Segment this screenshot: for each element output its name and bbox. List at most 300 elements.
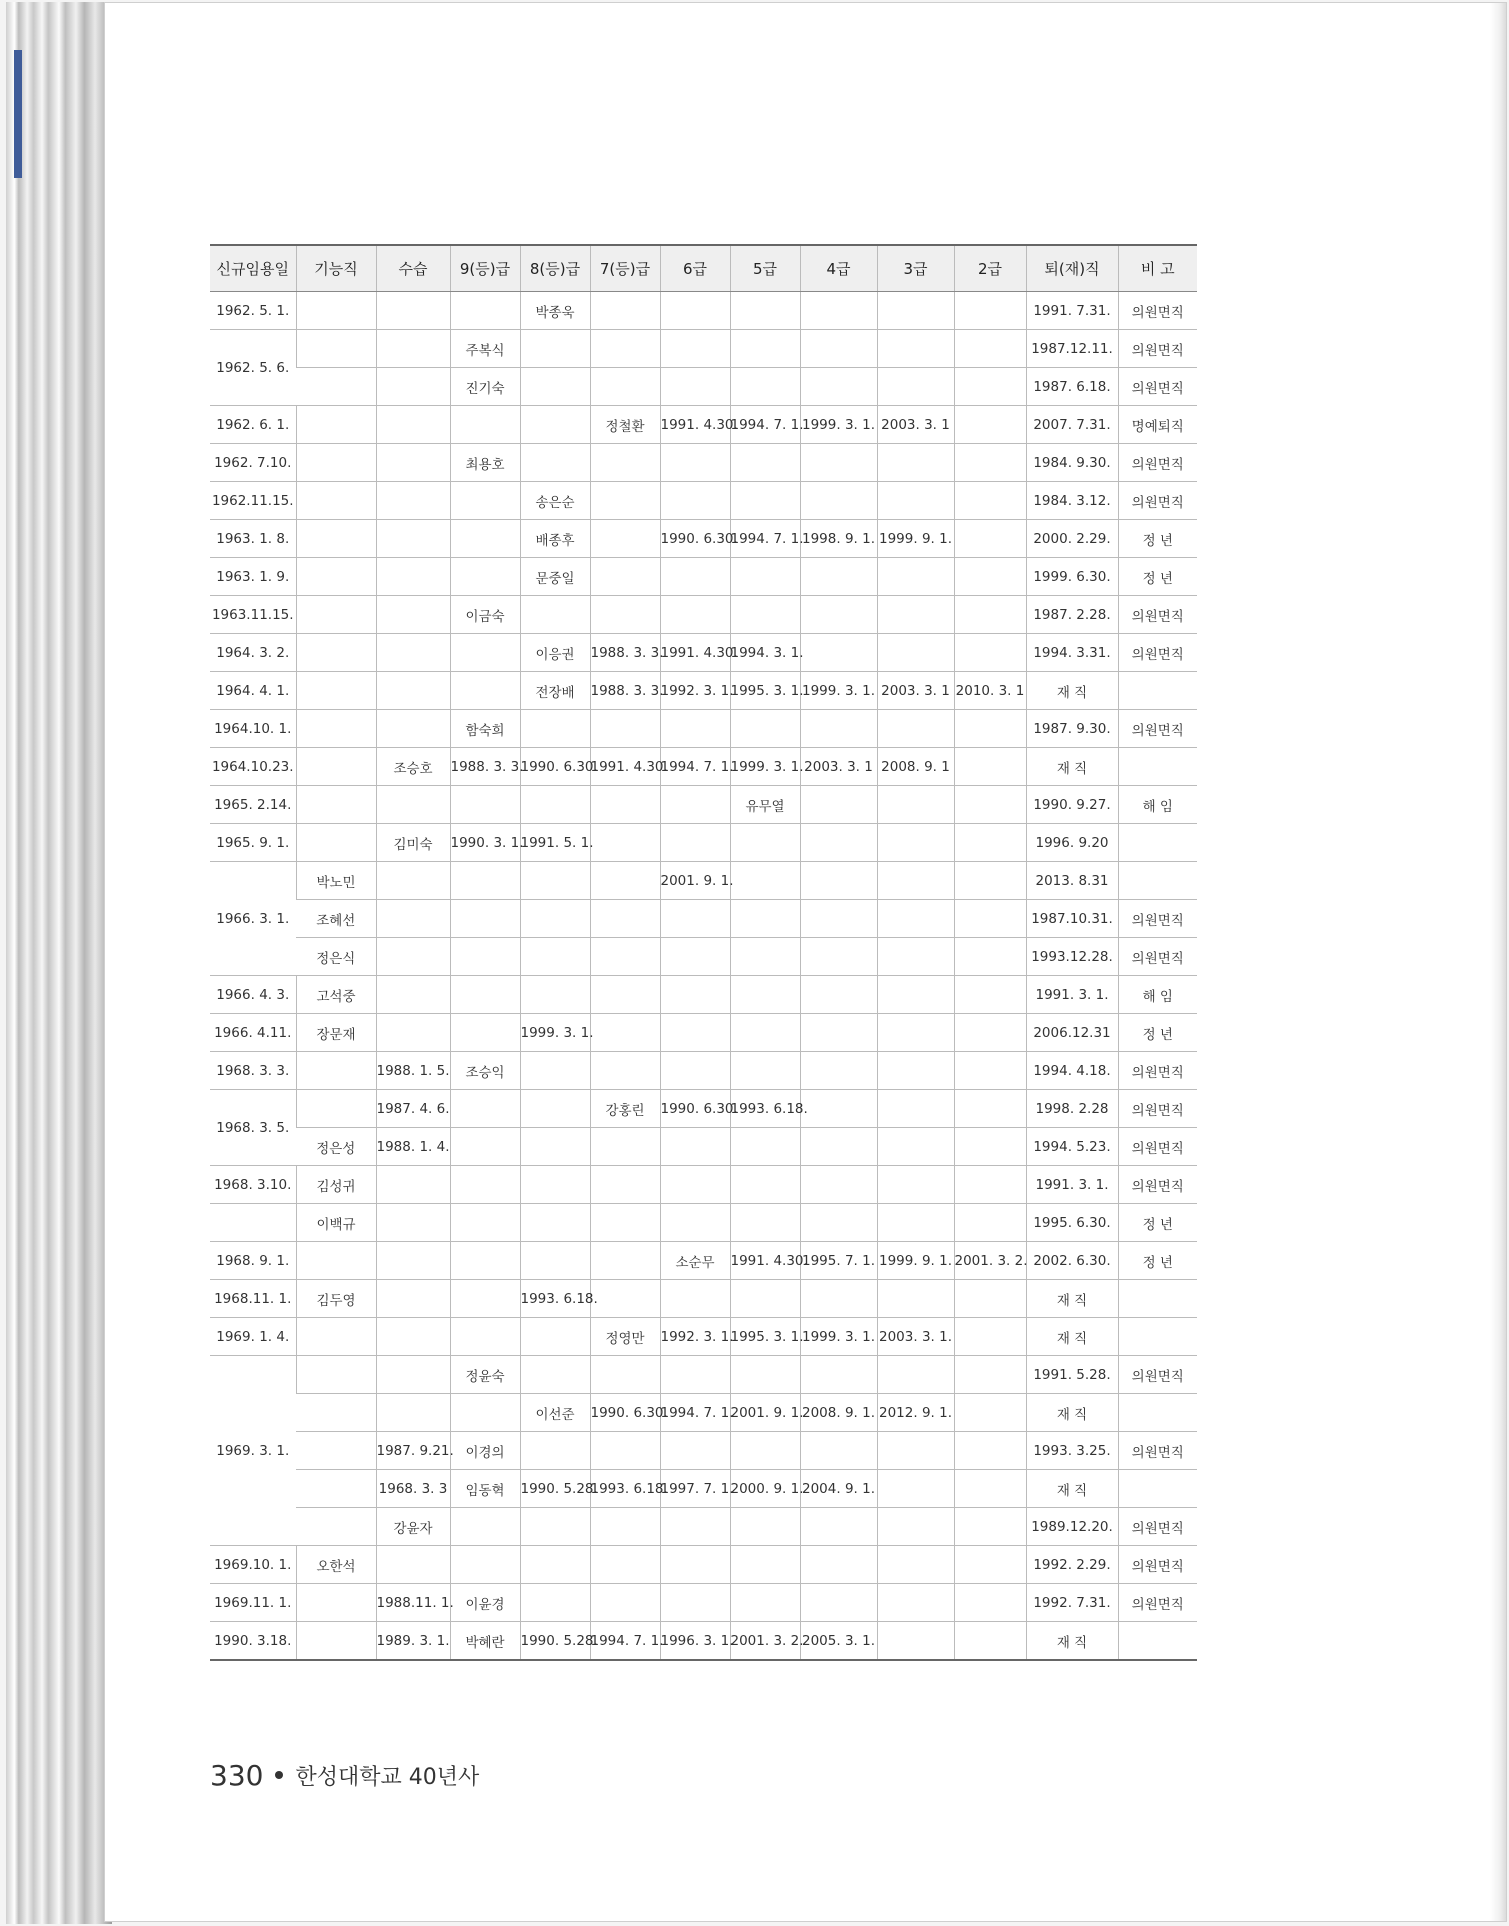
table-cell: 조승호 <box>376 748 450 786</box>
table-cell <box>296 634 376 672</box>
column-header: 퇴(재)직 <box>1026 245 1118 292</box>
table-row <box>210 520 1197 558</box>
table-cell: 1993. 6.18. <box>520 1280 590 1318</box>
appointment-date-cell: 1964. 3. 2. <box>210 634 296 672</box>
table-cell: 김두영 <box>296 1280 376 1318</box>
table-cell <box>590 1280 660 1318</box>
table-cell: 의원면직 <box>1118 1128 1197 1166</box>
table-cell: 1999. 9. 1. <box>877 1242 954 1280</box>
table-cell <box>520 444 590 482</box>
table-cell <box>730 824 800 862</box>
table-cell <box>520 1508 590 1546</box>
table-cell <box>376 1280 450 1318</box>
table-cell <box>660 976 730 1014</box>
table-cell <box>877 634 954 672</box>
table-cell: 1990. 9.27. <box>1026 786 1118 824</box>
table-cell: 재 직 <box>1026 672 1118 710</box>
table-cell <box>376 672 450 710</box>
table-cell <box>296 558 376 596</box>
table-cell: 1988.11. 1. <box>376 1584 450 1622</box>
table-cell: 1994. 3. 1. <box>730 634 800 672</box>
table-row <box>210 786 1197 824</box>
table-cell: 1999. 3. 1. <box>800 672 877 710</box>
table-cell: 2010. 3. 1 <box>954 672 1026 710</box>
table-cell <box>1118 672 1197 710</box>
table-cell <box>954 710 1026 748</box>
table-cell: 소순무 <box>660 1242 730 1280</box>
table-cell <box>877 368 954 406</box>
table-cell <box>800 1356 877 1394</box>
table-cell: 2001. 3. 2. <box>730 1622 800 1661</box>
table-cell <box>730 1546 800 1584</box>
table-cell: 임동혁 <box>450 1470 520 1508</box>
table-cell <box>800 1546 877 1584</box>
table-cell <box>730 444 800 482</box>
table-cell: 박혜란 <box>450 1622 520 1661</box>
table-cell <box>590 1584 660 1622</box>
table-cell <box>877 330 954 368</box>
table-cell: 재 직 <box>1026 1470 1118 1508</box>
table-cell: 2001. 9. 1. <box>730 1394 800 1432</box>
table-cell <box>296 444 376 482</box>
table-cell <box>730 596 800 634</box>
appointment-date-cell: 1963. 1. 9. <box>210 558 296 596</box>
table-cell: 2003. 3. 1 <box>800 748 877 786</box>
table-cell <box>877 1584 954 1622</box>
table-cell <box>450 406 520 444</box>
table-cell: 이경의 <box>450 1432 520 1470</box>
table-cell <box>590 520 660 558</box>
table-cell: 2012. 9. 1. <box>877 1394 954 1432</box>
table-cell: 1990. 6.30. <box>660 520 730 558</box>
table-row <box>210 900 1197 938</box>
table-row <box>210 1204 1197 1242</box>
table-cell <box>296 368 376 406</box>
column-header: 3급 <box>877 245 954 292</box>
appointment-date-cell: 1966. 4.11. <box>210 1014 296 1052</box>
table-cell <box>954 1622 1026 1661</box>
table-cell <box>800 292 877 330</box>
table-cell: 의원면직 <box>1118 900 1197 938</box>
table-cell <box>296 1470 376 1508</box>
table-cell <box>877 1546 954 1584</box>
table-cell: 정 년 <box>1118 1014 1197 1052</box>
table-cell <box>296 1318 376 1356</box>
appointment-date-cell: 1969. 3. 1. <box>210 1356 296 1546</box>
table-cell <box>954 1052 1026 1090</box>
table-cell: 이응권 <box>520 634 590 672</box>
table-cell: 1997. 7. 1. <box>660 1470 730 1508</box>
appointment-date-cell <box>210 1204 296 1242</box>
table-cell <box>520 938 590 976</box>
table-cell <box>1118 1470 1197 1508</box>
table-cell: 2006.12.31 <box>1026 1014 1118 1052</box>
appointment-date-cell: 1962. 6. 1. <box>210 406 296 444</box>
table-cell <box>520 976 590 1014</box>
table-cell <box>954 786 1026 824</box>
table-cell <box>376 1204 450 1242</box>
table-cell <box>954 482 1026 520</box>
table-row <box>210 330 1197 368</box>
table-cell <box>296 1432 376 1470</box>
table-cell <box>877 824 954 862</box>
table-cell <box>376 900 450 938</box>
table-cell <box>954 634 1026 672</box>
table-cell <box>296 1508 376 1546</box>
table-cell <box>520 862 590 900</box>
table-cell <box>520 1166 590 1204</box>
table-cell: 의원면직 <box>1118 1166 1197 1204</box>
table-cell: 1998. 9. 1. <box>800 520 877 558</box>
table-cell: 의원면직 <box>1118 292 1197 330</box>
table-cell <box>520 1432 590 1470</box>
table-cell <box>800 634 877 672</box>
table-cell: 1999. 3. 1. <box>520 1014 590 1052</box>
table-cell: 1987.12.11. <box>1026 330 1118 368</box>
table-cell <box>954 596 1026 634</box>
table-cell: 의원면직 <box>1118 1546 1197 1584</box>
table-cell <box>296 748 376 786</box>
appointment-date-cell: 1964.10. 1. <box>210 710 296 748</box>
table-cell: 조혜선 <box>296 900 376 938</box>
table-cell: 1994. 7. 1. <box>730 520 800 558</box>
table-cell: 이금숙 <box>450 596 520 634</box>
table-cell <box>296 1584 376 1622</box>
table-cell: 1993. 6.18. <box>730 1090 800 1128</box>
table-cell <box>376 1318 450 1356</box>
table-cell <box>376 520 450 558</box>
appointment-date-cell: 1969.10. 1. <box>210 1546 296 1584</box>
table-cell <box>450 1090 520 1128</box>
table-cell <box>800 444 877 482</box>
table-cell: 1988. 1. 5. <box>376 1052 450 1090</box>
table-row <box>210 1394 1197 1432</box>
table-cell <box>800 1052 877 1090</box>
table-cell: 2000. 2.29. <box>1026 520 1118 558</box>
table-row <box>210 824 1197 862</box>
table-cell <box>1118 824 1197 862</box>
bullet-separator <box>275 1771 283 1779</box>
table-row <box>210 1432 1197 1470</box>
table-cell <box>376 976 450 1014</box>
table-cell <box>800 1014 877 1052</box>
table-cell: 정 년 <box>1118 520 1197 558</box>
table-cell <box>296 710 376 748</box>
table-cell <box>954 368 1026 406</box>
table-cell <box>520 1546 590 1584</box>
table-cell <box>296 482 376 520</box>
table-row <box>210 596 1197 634</box>
table-cell <box>800 1166 877 1204</box>
table-cell: 1994. 4.18. <box>1026 1052 1118 1090</box>
table-cell <box>450 1128 520 1166</box>
table-cell: 김성귀 <box>296 1166 376 1204</box>
table-cell <box>730 1052 800 1090</box>
table-cell <box>954 1204 1026 1242</box>
table-cell <box>590 862 660 900</box>
appointment-date-cell: 1968. 9. 1. <box>210 1242 296 1280</box>
table-cell <box>520 1052 590 1090</box>
table-cell <box>590 1356 660 1394</box>
appointment-date-cell: 1968. 3.10. <box>210 1166 296 1204</box>
table-cell: 1991. 5.28. <box>1026 1356 1118 1394</box>
table-cell <box>954 1432 1026 1470</box>
table-cell <box>520 1090 590 1128</box>
table-cell <box>590 596 660 634</box>
table-cell <box>800 1280 877 1318</box>
appointment-date-cell: 1962.11.15. <box>210 482 296 520</box>
table-cell: 2013. 8.31 <box>1026 862 1118 900</box>
table-cell <box>590 938 660 976</box>
table-cell <box>450 1280 520 1318</box>
table-cell <box>450 292 520 330</box>
table-cell <box>730 368 800 406</box>
table-cell: 1988. 3. 3. <box>590 672 660 710</box>
table-cell <box>450 1204 520 1242</box>
table-cell <box>590 900 660 938</box>
table-cell <box>296 520 376 558</box>
table-cell: 명예퇴직 <box>1118 406 1197 444</box>
table-cell <box>730 1508 800 1546</box>
appointment-date-cell: 1963. 1. 8. <box>210 520 296 558</box>
page-shadow <box>1490 3 1506 1921</box>
table-cell <box>376 1356 450 1394</box>
table-cell <box>954 520 1026 558</box>
table-cell <box>954 1584 1026 1622</box>
appointment-date-cell: 1963.11.15. <box>210 596 296 634</box>
table-cell <box>730 330 800 368</box>
table-cell: 1999. 9. 1. <box>877 520 954 558</box>
table-cell <box>296 1242 376 1280</box>
table-row <box>210 1508 1197 1546</box>
table-cell: 의원면직 <box>1118 596 1197 634</box>
table-cell <box>877 900 954 938</box>
column-header: 기능직 <box>296 245 376 292</box>
table-cell: 의원면직 <box>1118 1508 1197 1546</box>
table-cell: 의원면직 <box>1118 1432 1197 1470</box>
table-cell <box>877 976 954 1014</box>
table-cell <box>954 976 1026 1014</box>
column-header: 7(등)급 <box>590 245 660 292</box>
table-cell: 재 직 <box>1026 1280 1118 1318</box>
table-row <box>210 1470 1197 1508</box>
table-cell <box>660 1432 730 1470</box>
table-cell: 2008. 9. 1. <box>800 1394 877 1432</box>
table-row <box>210 1280 1197 1318</box>
table-cell <box>660 1128 730 1166</box>
table-cell: 박종욱 <box>520 292 590 330</box>
table-cell <box>730 482 800 520</box>
table-cell <box>954 1508 1026 1546</box>
table-cell <box>376 558 450 596</box>
table-cell: 정영만 <box>590 1318 660 1356</box>
table-cell <box>730 1166 800 1204</box>
table-cell: 2008. 9. 1 <box>877 748 954 786</box>
table-row <box>210 406 1197 444</box>
book-title: 한성대학교 40년사 <box>295 1764 480 1790</box>
table-cell <box>800 1090 877 1128</box>
table-cell <box>450 1394 520 1432</box>
table-cell <box>877 1204 954 1242</box>
table-cell <box>520 368 590 406</box>
table-row <box>210 748 1197 786</box>
table-cell: 2004. 9. 1. <box>800 1470 877 1508</box>
table-cell <box>800 786 877 824</box>
book-page-stack <box>6 2 112 1924</box>
table-cell <box>376 330 450 368</box>
table-cell: 1991. 4.30. <box>660 406 730 444</box>
table-cell <box>590 824 660 862</box>
table-cell: 1988. 1. 4. <box>376 1128 450 1166</box>
table-row <box>210 938 1197 976</box>
table-row <box>210 710 1197 748</box>
table-cell: 2003. 3. 1. <box>877 1318 954 1356</box>
column-header: 비 고 <box>1118 245 1197 292</box>
table-cell: 유무열 <box>730 786 800 824</box>
table-cell: 1994. 5.23. <box>1026 1128 1118 1166</box>
table-cell: 1992. 7.31. <box>1026 1584 1118 1622</box>
table-cell: 1968. 3. 3 <box>376 1470 450 1508</box>
table-cell: 의원면직 <box>1118 634 1197 672</box>
table-cell <box>660 1052 730 1090</box>
table-cell <box>730 976 800 1014</box>
table-cell <box>800 976 877 1014</box>
table-cell: 고석중 <box>296 976 376 1014</box>
table-cell: 1995. 3. 1. <box>730 1318 800 1356</box>
table-cell: 2003. 3. 1 <box>877 672 954 710</box>
table-cell <box>450 1014 520 1052</box>
table-cell <box>450 900 520 938</box>
table-cell: 1994. 7. 1. <box>730 406 800 444</box>
table-cell: 1987. 4. 6. <box>376 1090 450 1128</box>
table-cell <box>296 292 376 330</box>
table-cell: 박노민 <box>296 862 376 900</box>
table-cell <box>954 1166 1026 1204</box>
table-cell: 이선준 <box>520 1394 590 1432</box>
table-cell <box>450 672 520 710</box>
table-cell: 1990. 6.30. <box>520 748 590 786</box>
table-cell <box>660 1508 730 1546</box>
table-cell: 의원면직 <box>1118 368 1197 406</box>
table-cell <box>376 634 450 672</box>
table-cell: 강윤자 <box>376 1508 450 1546</box>
table-cell <box>660 1166 730 1204</box>
table-cell <box>296 824 376 862</box>
table-row <box>210 1052 1197 1090</box>
table-cell <box>450 520 520 558</box>
table-cell <box>877 1052 954 1090</box>
table-cell: 의원면직 <box>1118 1356 1197 1394</box>
table-cell: 정은식 <box>296 938 376 976</box>
table-cell <box>730 1356 800 1394</box>
table-cell <box>590 786 660 824</box>
table-cell <box>730 1280 800 1318</box>
table-cell: 의원면직 <box>1118 1052 1197 1090</box>
table-cell <box>660 444 730 482</box>
table-cell: 1991. 5. 1. <box>520 824 590 862</box>
table-cell <box>800 1584 877 1622</box>
appointment-date-cell: 1964.10.23. <box>210 748 296 786</box>
table-cell <box>1118 748 1197 786</box>
table-cell: 주복식 <box>450 330 520 368</box>
table-cell: 해 임 <box>1118 976 1197 1014</box>
table-cell <box>954 900 1026 938</box>
table-cell <box>376 482 450 520</box>
table-cell: 2000. 9. 1. <box>730 1470 800 1508</box>
table-cell: 정 년 <box>1118 1242 1197 1280</box>
table-cell <box>590 1166 660 1204</box>
table-cell <box>590 444 660 482</box>
appointment-date-cell: 1968. 3. 3. <box>210 1052 296 1090</box>
appointment-date-cell: 1962. 7.10. <box>210 444 296 482</box>
appointment-date-cell: 1966. 4. 3. <box>210 976 296 1014</box>
table-cell <box>660 596 730 634</box>
table-cell <box>520 710 590 748</box>
table-cell <box>450 976 520 1014</box>
table-row <box>210 1090 1197 1128</box>
table-cell <box>877 710 954 748</box>
table-cell <box>730 1128 800 1166</box>
table-cell: 2001. 9. 1. <box>660 862 730 900</box>
table-cell: 1991. 3. 1. <box>1026 1166 1118 1204</box>
table-cell <box>660 1204 730 1242</box>
table-cell <box>590 330 660 368</box>
table-cell <box>954 1318 1026 1356</box>
table-cell: 이윤경 <box>450 1584 520 1622</box>
table-cell: 1984. 9.30. <box>1026 444 1118 482</box>
table-body <box>210 292 1197 1661</box>
table-cell: 이백규 <box>296 1204 376 1242</box>
table-cell <box>730 938 800 976</box>
table-cell <box>954 1470 1026 1508</box>
table-cell: 1991. 3. 1. <box>1026 976 1118 1014</box>
table-cell <box>590 1432 660 1470</box>
table-cell: 1995. 3. 1. <box>730 672 800 710</box>
table-cell <box>800 1432 877 1470</box>
table-cell: 배종후 <box>520 520 590 558</box>
table-cell <box>954 1014 1026 1052</box>
table-cell: 1988. 3. 3. <box>590 634 660 672</box>
table-cell <box>450 482 520 520</box>
table-cell <box>954 1090 1026 1128</box>
table-cell <box>296 406 376 444</box>
table-header-row <box>210 245 1197 292</box>
table-cell: 1990. 6.30. <box>660 1090 730 1128</box>
appointment-date-cell: 1969.11. 1. <box>210 1584 296 1622</box>
table-cell: 2001. 3. 2. <box>954 1242 1026 1280</box>
table-cell <box>520 330 590 368</box>
table-cell <box>877 596 954 634</box>
table-cell <box>877 1280 954 1318</box>
table-cell <box>800 900 877 938</box>
table-cell <box>450 862 520 900</box>
table-cell: 의원면직 <box>1118 444 1197 482</box>
table-cell: 1989.12.20. <box>1026 1508 1118 1546</box>
table-cell <box>877 1432 954 1470</box>
appointment-date-cell: 1965. 2.14. <box>210 786 296 824</box>
table-row <box>210 1584 1197 1622</box>
table-cell <box>954 1394 1026 1432</box>
appointment-date-cell: 1968. 3. 5. <box>210 1090 296 1166</box>
table-cell <box>590 1242 660 1280</box>
table-cell <box>590 1014 660 1052</box>
column-header: 8(등)급 <box>520 245 590 292</box>
table-cell <box>800 368 877 406</box>
table-cell <box>954 938 1026 976</box>
table-row <box>210 1242 1197 1280</box>
table-cell: 1996. 9.20 <box>1026 824 1118 862</box>
table-cell <box>296 1356 376 1394</box>
